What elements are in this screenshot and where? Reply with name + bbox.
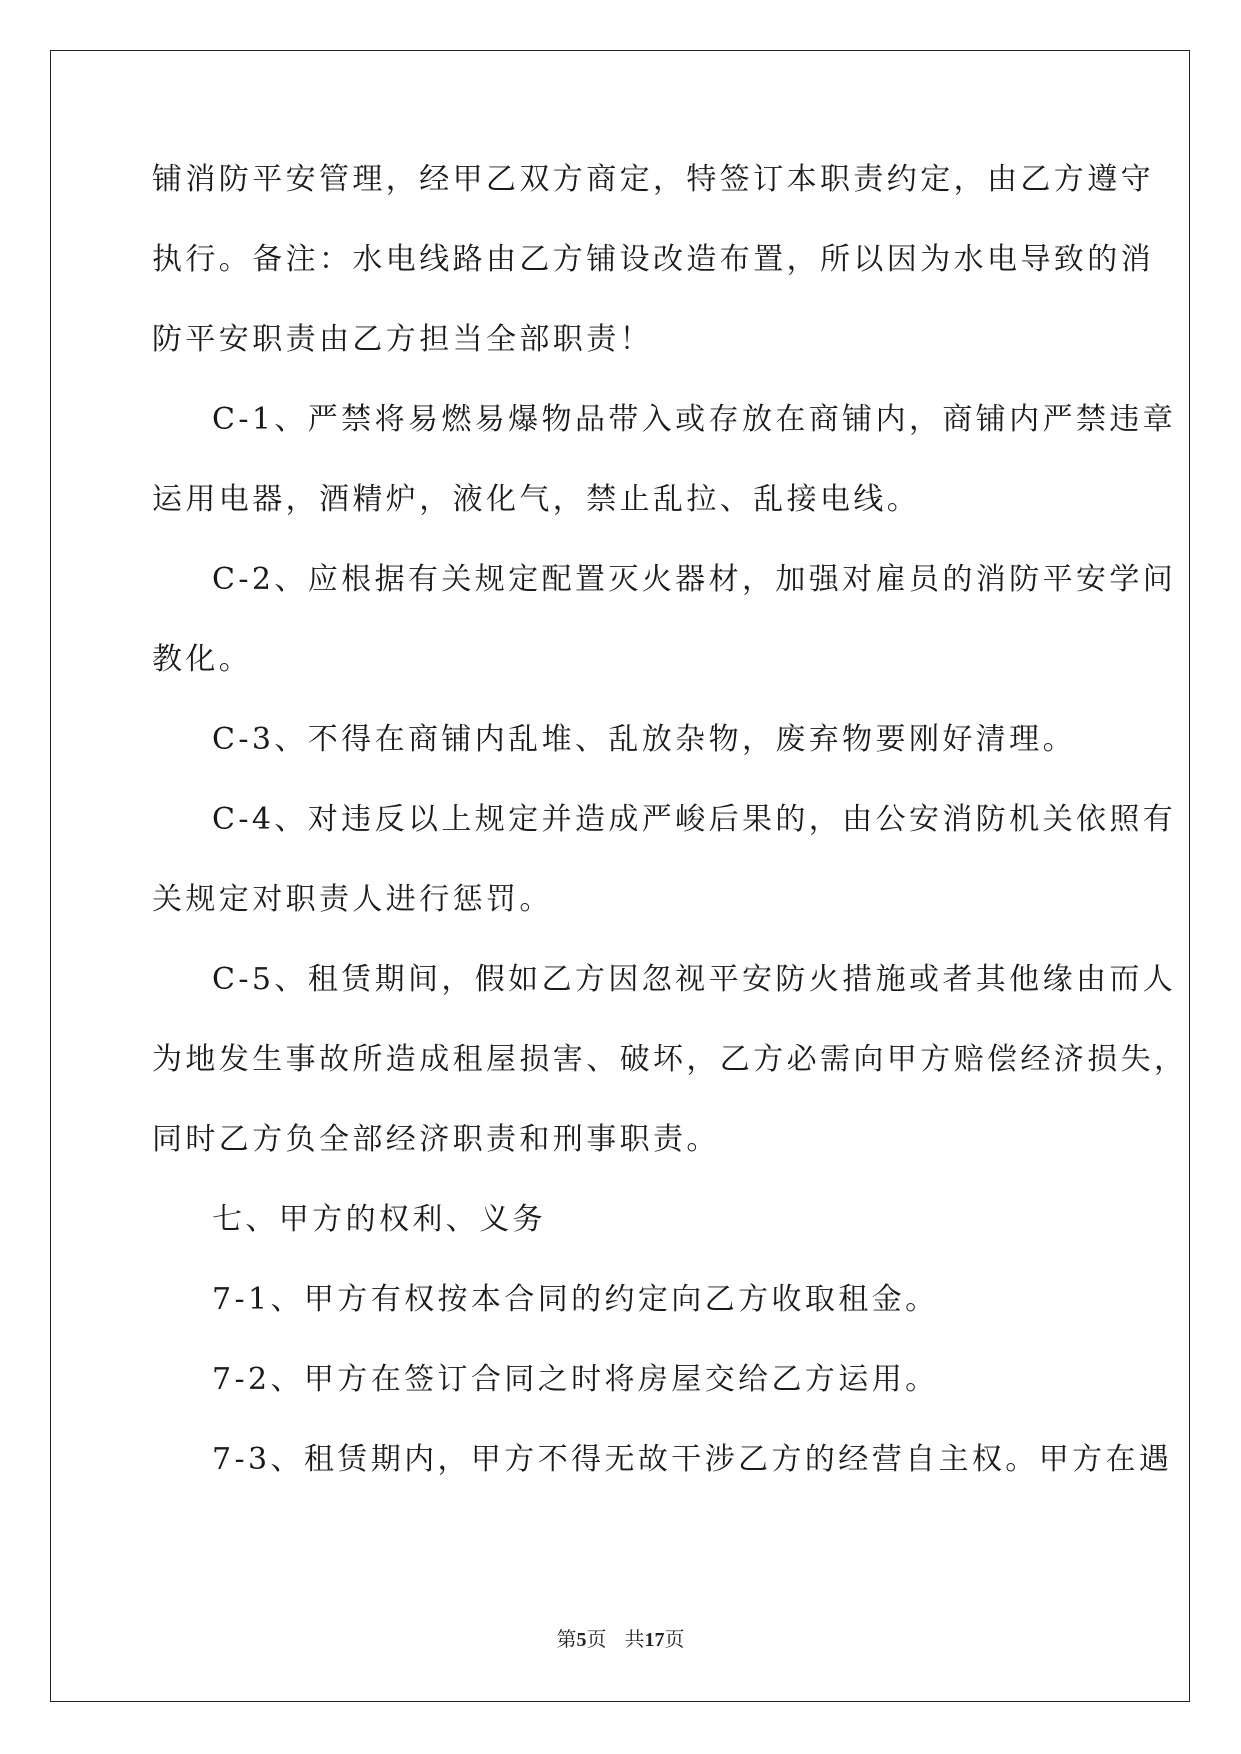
text-line: 铺消防平安管理，经甲乙双方商定，特签订本职责约定，由乙方遵守 — [152, 162, 1154, 197]
clause-c2: C-2、应根据有关规定配置灭火器材，加强对雇员的消防平安学问 — [212, 562, 1177, 597]
total-prefix: 共 — [624, 1629, 645, 1651]
text-line: 教化。 — [152, 642, 253, 677]
page-footer — [0, 1623, 1241, 1652]
clause-7-3: 7-3、租赁期内，甲方不得无故干涉乙方的经营自主权。甲方在遇 — [212, 1442, 1173, 1477]
section-heading: 七、甲方的权利、义务 — [212, 1202, 546, 1237]
page-current: 5 — [576, 1629, 587, 1651]
clause-c4: C-4、对违反以上规定并造成严峻后果的，由公安消防机关依照有 — [212, 802, 1177, 837]
text-line: 运用电器，酒精炉，液化气，禁止乱拉、乱接电线。 — [152, 482, 921, 517]
text-line: 为地发生事故所造成租屋损害、破坏，乙方必需向甲方赔偿经济损失， — [152, 1042, 1188, 1077]
page-total: 17 — [644, 1629, 665, 1651]
page-unit: 页 — [586, 1629, 607, 1651]
clause-7-1: 7-1、甲方有权按本合同的约定向乙方收取租金。 — [212, 1282, 939, 1317]
total-unit: 页 — [664, 1629, 685, 1651]
clause-c5: C-5、租赁期间，假如乙方因忽视平安防火措施或者其他缘由而人 — [212, 962, 1177, 997]
text-line: 同时乙方负全部经济职责和刑事职责。 — [152, 1122, 720, 1157]
clause-c3: C-3、不得在商铺内乱堆、乱放杂物，废弃物要刚好清理。 — [212, 722, 1076, 757]
text-line: 关规定对职责人进行惩罚。 — [152, 882, 553, 917]
text-line: 执行。备注：水电线路由乙方铺设改造布置，所以因为水电导致的消 — [152, 242, 1154, 277]
clause-7-2: 7-2、甲方在签订合同之时将房屋交给乙方运用。 — [212, 1362, 939, 1397]
text-line: 防平安职责由乙方担当全部职责！ — [152, 322, 653, 357]
clause-c1: C-1、严禁将易燃易爆物品带入或存放在商铺内，商铺内严禁违章 — [212, 402, 1177, 437]
document-body — [152, 155, 1188, 1515]
page-prefix: 第 — [556, 1629, 577, 1651]
